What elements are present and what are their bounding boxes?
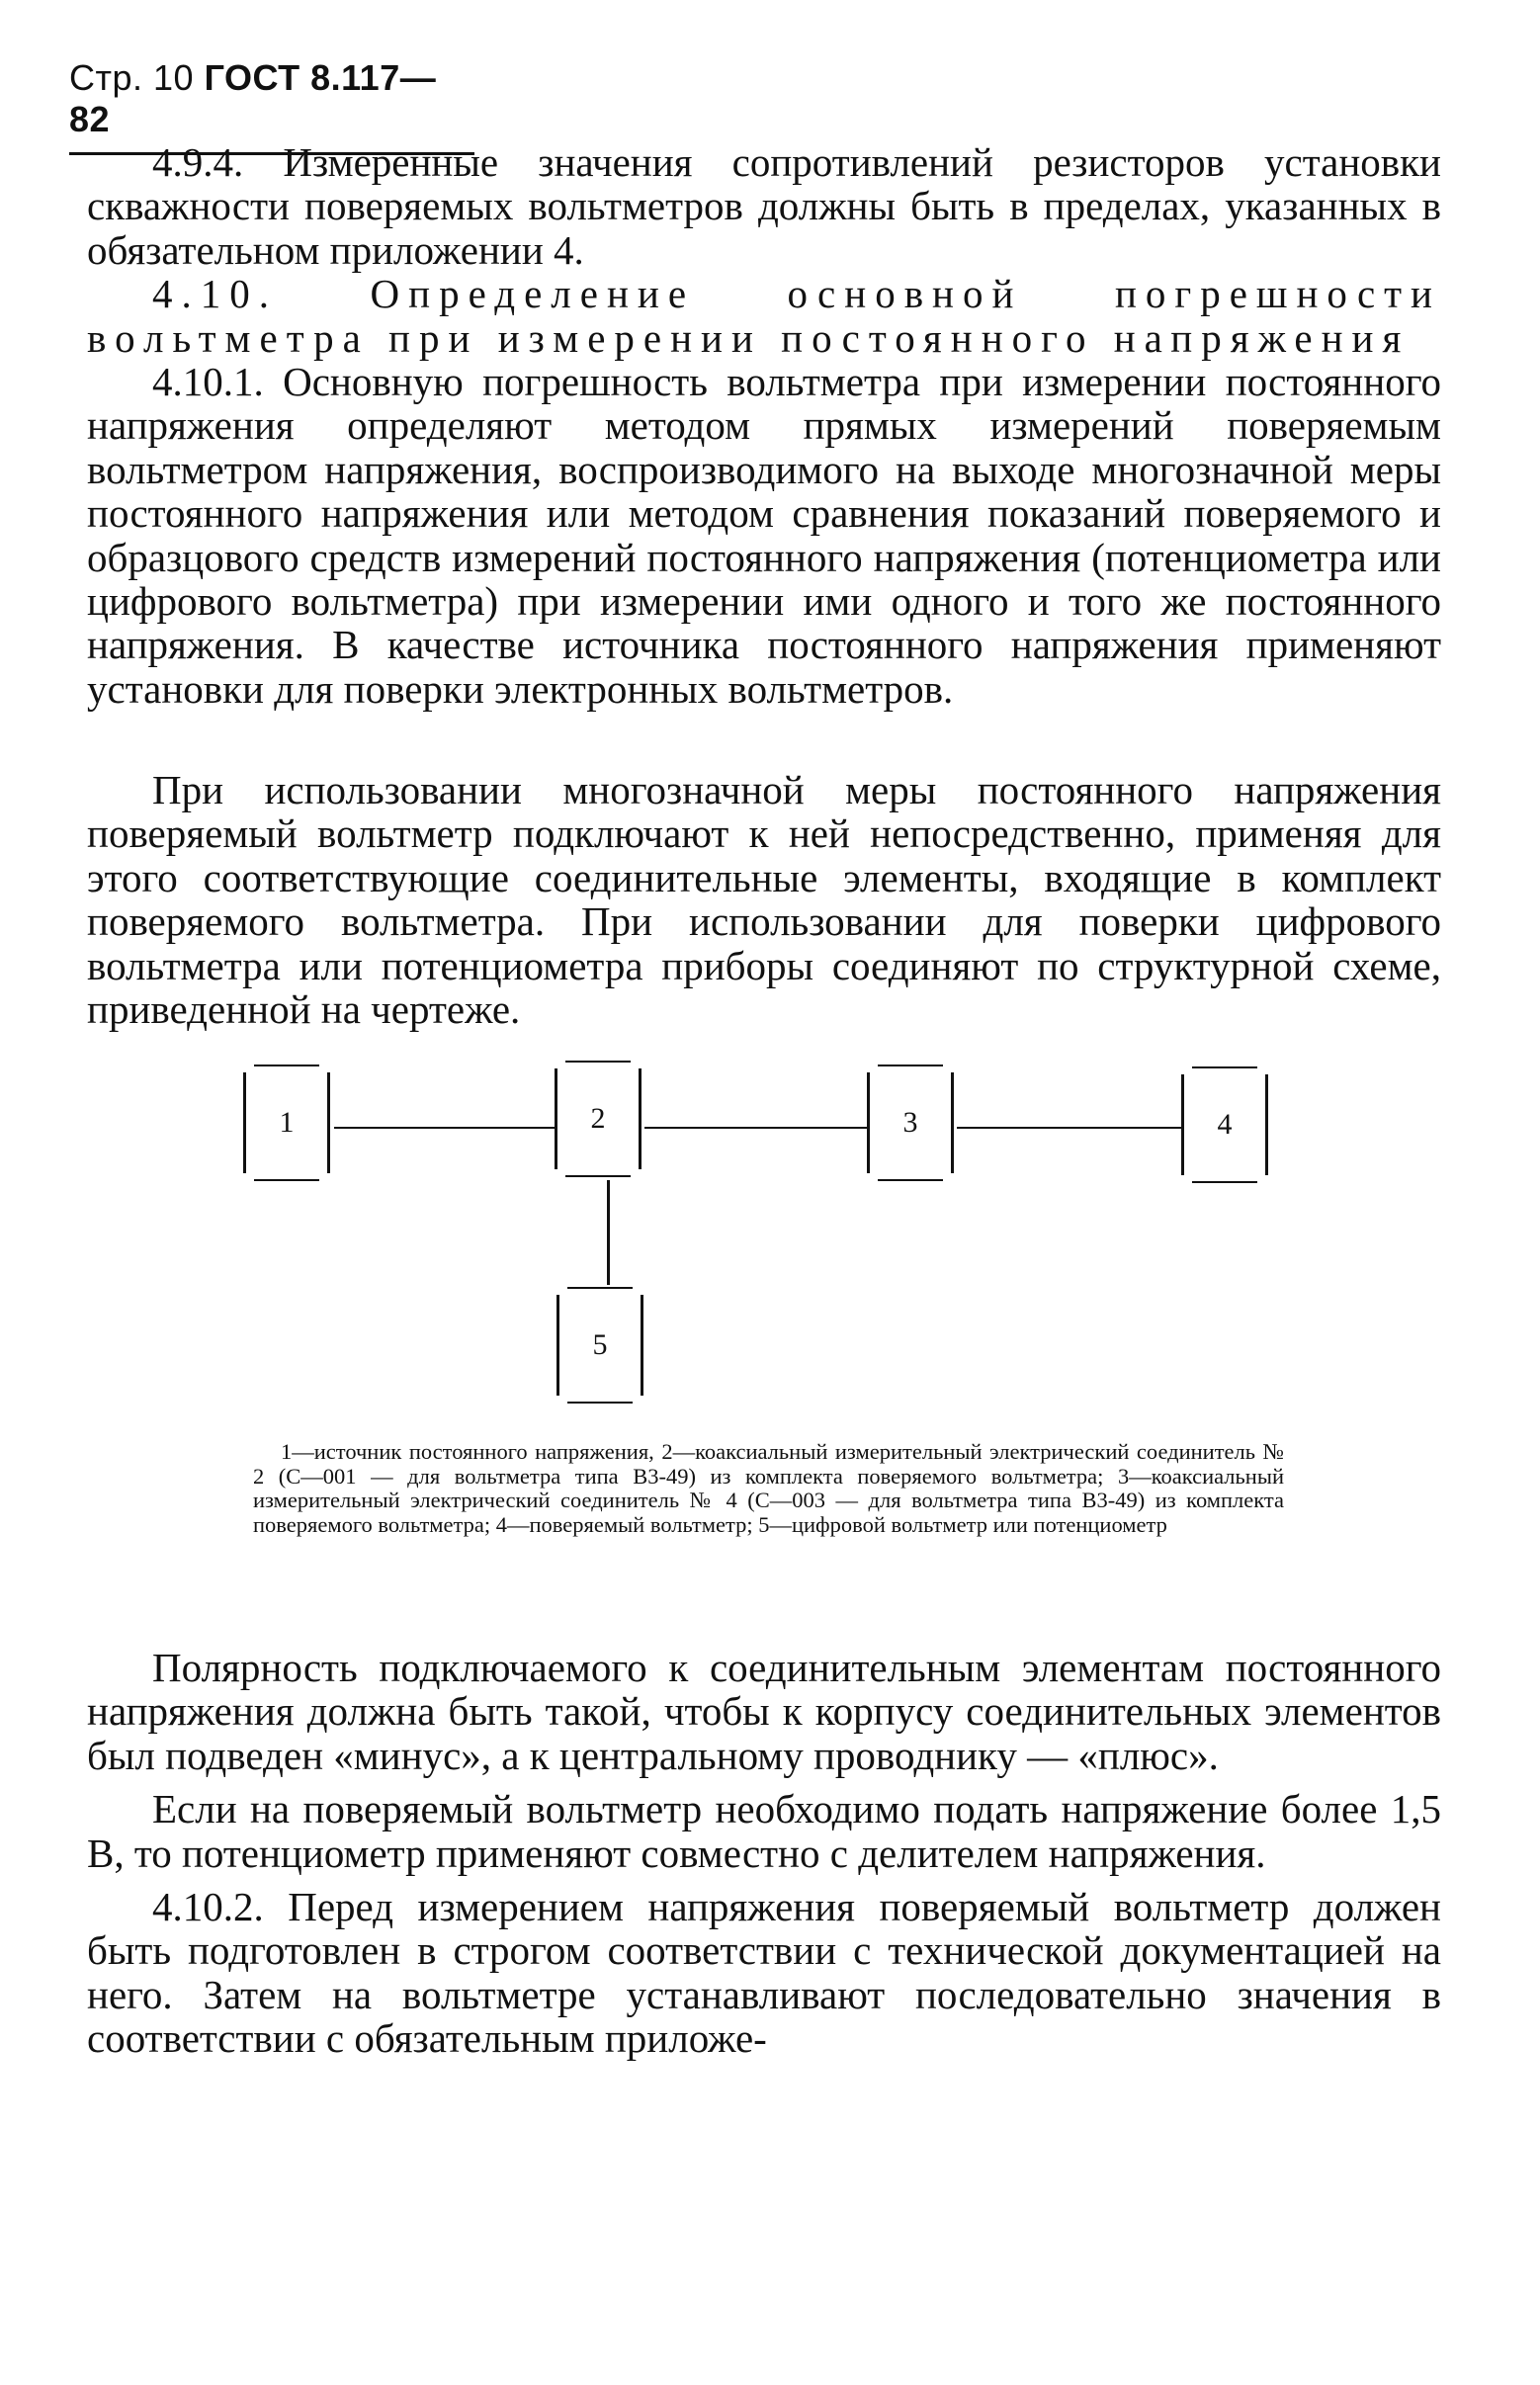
wire-3-4: [957, 1127, 1181, 1129]
wire-1-2: [334, 1127, 555, 1129]
wire-2-5: [607, 1180, 610, 1285]
text-block-bottom: [87, 1646, 1441, 2061]
paragraph-measure-usage: При использовании многозначной меры постоянного напряжения поверяемый вольтметр подключают к ней непосредственно, применяя для этого соответствующие соединительные элементы, входящие в комплект поверяемого вольтметра. При использовании для поверки цифрового вольтметра или потенциометра приборы соединяют по структурной схеме, приведенной на чертеже.: [87, 767, 1441, 1033]
standard-code: ГОСТ 8.117—82: [69, 57, 437, 139]
paragraph-polarity: Полярность подключаемого к соединительным элементам постоянного напряжения должна быть такой, чтобы к корпусу соединительных элементов был подведен «минус», а к центральному проводнику — «плюс».: [87, 1645, 1441, 1778]
text-block-middle: [87, 768, 1441, 1031]
paragraph-divider: Если на поверяемый вольтметр необходимо подать напряжение более 1,5 В, то потенциометр применяют совместно с делителем напряжения.: [87, 1786, 1441, 1876]
diagram-box-3: 3: [867, 1072, 954, 1173]
paragraph-4-9-4: 4.9.4. Измеренные значения сопротивлений резисторов установки скважности поверяемых вольтметров должны быть в пределах, указанных в обязательном приложении 4.: [87, 139, 1441, 273]
diagram-box-2: 2: [555, 1068, 642, 1169]
paragraph-4-10-1: 4.10.1. Основную погрешность вольтметра при измерении постоянного напряжения определяют методом прямых измерений поверяемым вольтметром напряжения, воспроизводимого на выходе многозначной меры постоянного напряжения или методом сравнения показаний поверяемого и образцового средств измерений постоянного напряжения (потенциометра или цифрового вольтметра) при измерении ими одного и того же постоянного напряжения. В качестве источника постоянного напряжения применяют установки для поверки электронных вольтметров.: [87, 359, 1441, 712]
caption-text: 1—источник постоянного напряжения, 2—коаксиальный измерительный электрический соединитель № 2 (С—001 — для вольтметра типа В3-49) из комплекта поверяемого вольтметра; 3—коаксиальный измерительный электрический соединитель № 4 (С—003 — для вольтметра типа В3-49) из комплекта поверяемого вольтметра; 4—поверяемый вольтметр; 5—цифровой вольтметр или потенциометр: [253, 1439, 1284, 1537]
diagram-box-5: 5: [556, 1295, 643, 1396]
paragraph-4-10-2: 4.10.2. Перед измерением напряжения поверяемый вольтметр должен быть подготовлен в строгом соответствии с технической документацией на него. Затем на вольтметре устанавливают последовательно значения в соответствии с обязательным приложе-: [87, 1884, 1441, 2062]
figure-caption: [253, 1440, 1284, 1537]
page-number: Стр. 10: [69, 57, 195, 98]
wire-2-3: [644, 1127, 867, 1129]
diagram-box-1: 1: [243, 1072, 330, 1173]
text-block-top: [87, 140, 1441, 711]
diagram-box-4: 4: [1181, 1074, 1268, 1175]
section-heading-4-10: 4.10. Определение основной погрешности вольтметра при измерении постоянного напряжения: [87, 271, 1441, 361]
